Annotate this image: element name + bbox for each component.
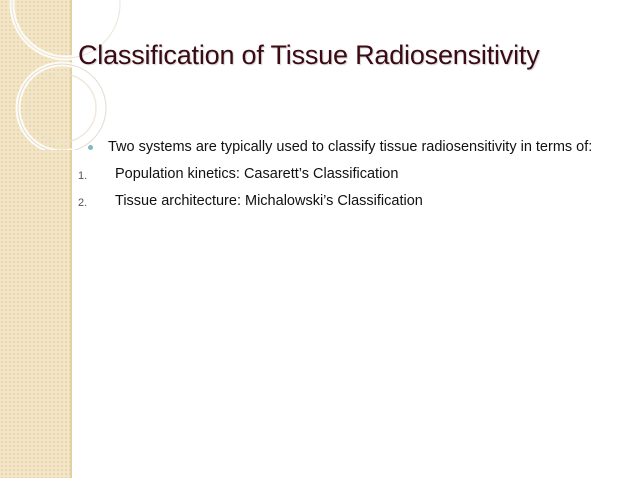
numbered-item-text: Population kinetics: Casarett’s Classification bbox=[115, 166, 399, 182]
numbered-item bbox=[70, 165, 626, 184]
numbered-item-text: Tissue architecture: Michalowski’s Classification bbox=[115, 193, 423, 209]
bullet-item bbox=[78, 138, 626, 157]
slide-title: Classification of Tissue Radiosensitivity bbox=[78, 40, 540, 70]
bullet-text: Two systems are typically used to classify tissue radiosensitivity in terms of: bbox=[108, 139, 593, 155]
numbered-list bbox=[78, 165, 626, 211]
list-number: 1. bbox=[78, 170, 88, 182]
bullet-dot-icon bbox=[88, 145, 93, 150]
slide-content bbox=[78, 138, 626, 219]
decorative-circles-graphic bbox=[0, 0, 130, 150]
list-number: 2. bbox=[78, 197, 88, 209]
numbered-item bbox=[70, 192, 626, 211]
